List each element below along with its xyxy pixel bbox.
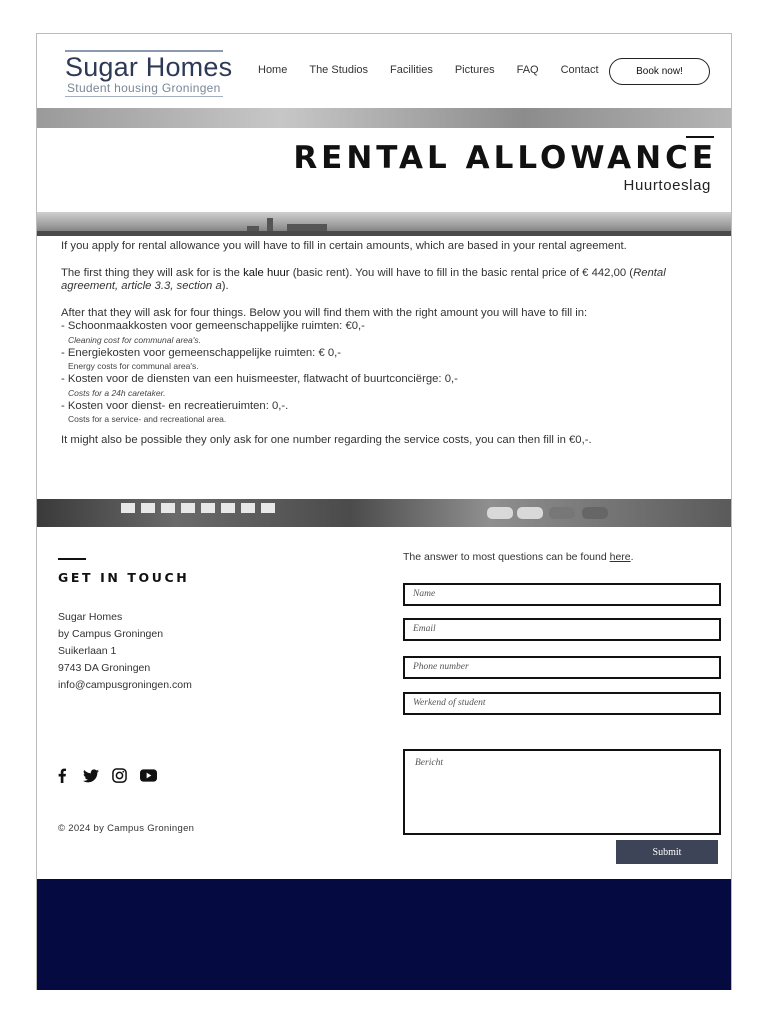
- parked-car: [549, 507, 575, 519]
- faq-hint: [403, 551, 634, 563]
- parked-car: [517, 507, 543, 519]
- nav-contact[interactable]: Contact: [560, 64, 599, 76]
- email-link[interactable]: info@campusgroningen.com: [58, 679, 192, 691]
- basic-rent-text-a: The first thing they will ask for is the: [61, 266, 244, 279]
- building-window: [141, 503, 155, 513]
- faq-hint-text: The answer to most questions can be found: [403, 551, 610, 563]
- logo-title: Sugar Homes: [65, 52, 233, 82]
- basic-rent-text-c: ).: [221, 280, 229, 292]
- page: [36, 33, 732, 990]
- address-line: 9743 DA Groningen: [58, 662, 151, 674]
- name-field[interactable]: Name: [403, 583, 721, 606]
- parked-car: [487, 507, 513, 519]
- nav-home[interactable]: Home: [258, 64, 288, 76]
- basic-rent-paragraph: [61, 267, 709, 294]
- intro-paragraph: If you apply for rental allowance you will have to fill in certain amounts, which are based in your rental agreement.: [61, 240, 627, 252]
- copyright-text: © 2024 by Campus Groningen: [58, 823, 195, 834]
- get-in-touch-heading: GET IN TOUCH: [58, 570, 190, 585]
- nav-pictures[interactable]: Pictures: [454, 64, 495, 76]
- page-title: RENTAL ALLOWANCE: [293, 140, 717, 176]
- faq-here-link[interactable]: here: [609, 551, 631, 563]
- footer: [37, 527, 732, 879]
- nav-facilities[interactable]: Facilities: [390, 64, 433, 76]
- instagram-icon[interactable]: [111, 767, 128, 784]
- phone-field[interactable]: Phone number: [403, 656, 721, 679]
- logo-underline: [65, 96, 223, 97]
- list-item-note: Cleaning cost for communal area's.: [68, 334, 201, 345]
- nav-faq[interactable]: FAQ: [516, 64, 539, 76]
- youtube-icon[interactable]: [140, 767, 157, 784]
- parked-car: [582, 507, 608, 519]
- facebook-icon[interactable]: [53, 767, 70, 784]
- banner-title-area: [37, 128, 732, 212]
- main-content: [37, 236, 732, 499]
- list-item-label: - Energiekosten voor gemeenschappelijke ruimten: € 0,-: [61, 346, 342, 359]
- four-things-paragraph: After that they will ask for four things. Below you will find them with the right amount you will have to fill in:: [61, 306, 588, 319]
- message-textarea[interactable]: Bericht: [403, 749, 721, 835]
- list-item-label: - Kosten voor dienst- en recreatieruimten: 0,-.: [61, 399, 289, 412]
- twitter-icon[interactable]: [82, 767, 99, 784]
- banner-sky-image: [37, 108, 732, 128]
- address-line: Sugar Homes: [58, 611, 123, 623]
- main-nav: [258, 64, 621, 76]
- footer-rule: [58, 558, 86, 560]
- title-rule: [686, 136, 714, 138]
- spacer: [61, 294, 709, 307]
- book-now-button[interactable]: Book now!: [609, 58, 710, 85]
- page-subtitle: Huurtoeslag: [623, 177, 711, 194]
- building-window: [121, 503, 135, 513]
- kale-huur-term: kale huur: [243, 266, 290, 279]
- building-window: [181, 503, 195, 513]
- rental-agreement-reference: Rental agreement, article 3.3, section a: [61, 266, 666, 292]
- logo-subtitle: Student housing Groningen: [67, 81, 221, 95]
- building-window: [261, 503, 275, 513]
- footer-navy-band: [37, 879, 732, 990]
- contact-address: [58, 609, 192, 694]
- spacer: [61, 426, 709, 434]
- building-window: [201, 503, 215, 513]
- faq-hint-end: .: [630, 551, 634, 563]
- building-window: [241, 503, 255, 513]
- work-or-student-field[interactable]: Werkend of student: [403, 692, 721, 715]
- basic-rent-text-b: (basic rent). You will have to fill in the basic rental price of € 442,00 (: [289, 266, 634, 279]
- building-window: [221, 503, 235, 513]
- submit-button[interactable]: Submit: [616, 840, 718, 864]
- site-header: [37, 34, 732, 108]
- skyline-image: [37, 212, 732, 236]
- list-item-label: - Kosten voor de diensten van een huismeester, flatwacht of buurtconciërge: 0,-: [61, 373, 458, 385]
- list-item-note: Costs for a service- and recreational area.: [68, 414, 227, 424]
- social-links: [53, 767, 157, 784]
- spacer: [61, 254, 709, 267]
- address-line: by Campus Groningen: [58, 628, 164, 640]
- nav-the-studios[interactable]: The Studios: [309, 64, 369, 76]
- address-line: Suikerlaan 1: [58, 645, 117, 657]
- parking-photo: [37, 499, 732, 527]
- list-item-note: Energy costs for communal area's.: [68, 361, 199, 371]
- list-item-label: - Schoonmaakkosten voor gemeenschappelijke ruimten: €0,-: [61, 320, 365, 332]
- list-item-note: Costs for a 24h caretaker.: [68, 387, 166, 398]
- email-field[interactable]: Email: [403, 618, 721, 641]
- building-window: [161, 503, 175, 513]
- closing-paragraph: It might also be possible they only ask for one number regarding the service costs, you can then fill in €0,-.: [61, 434, 592, 446]
